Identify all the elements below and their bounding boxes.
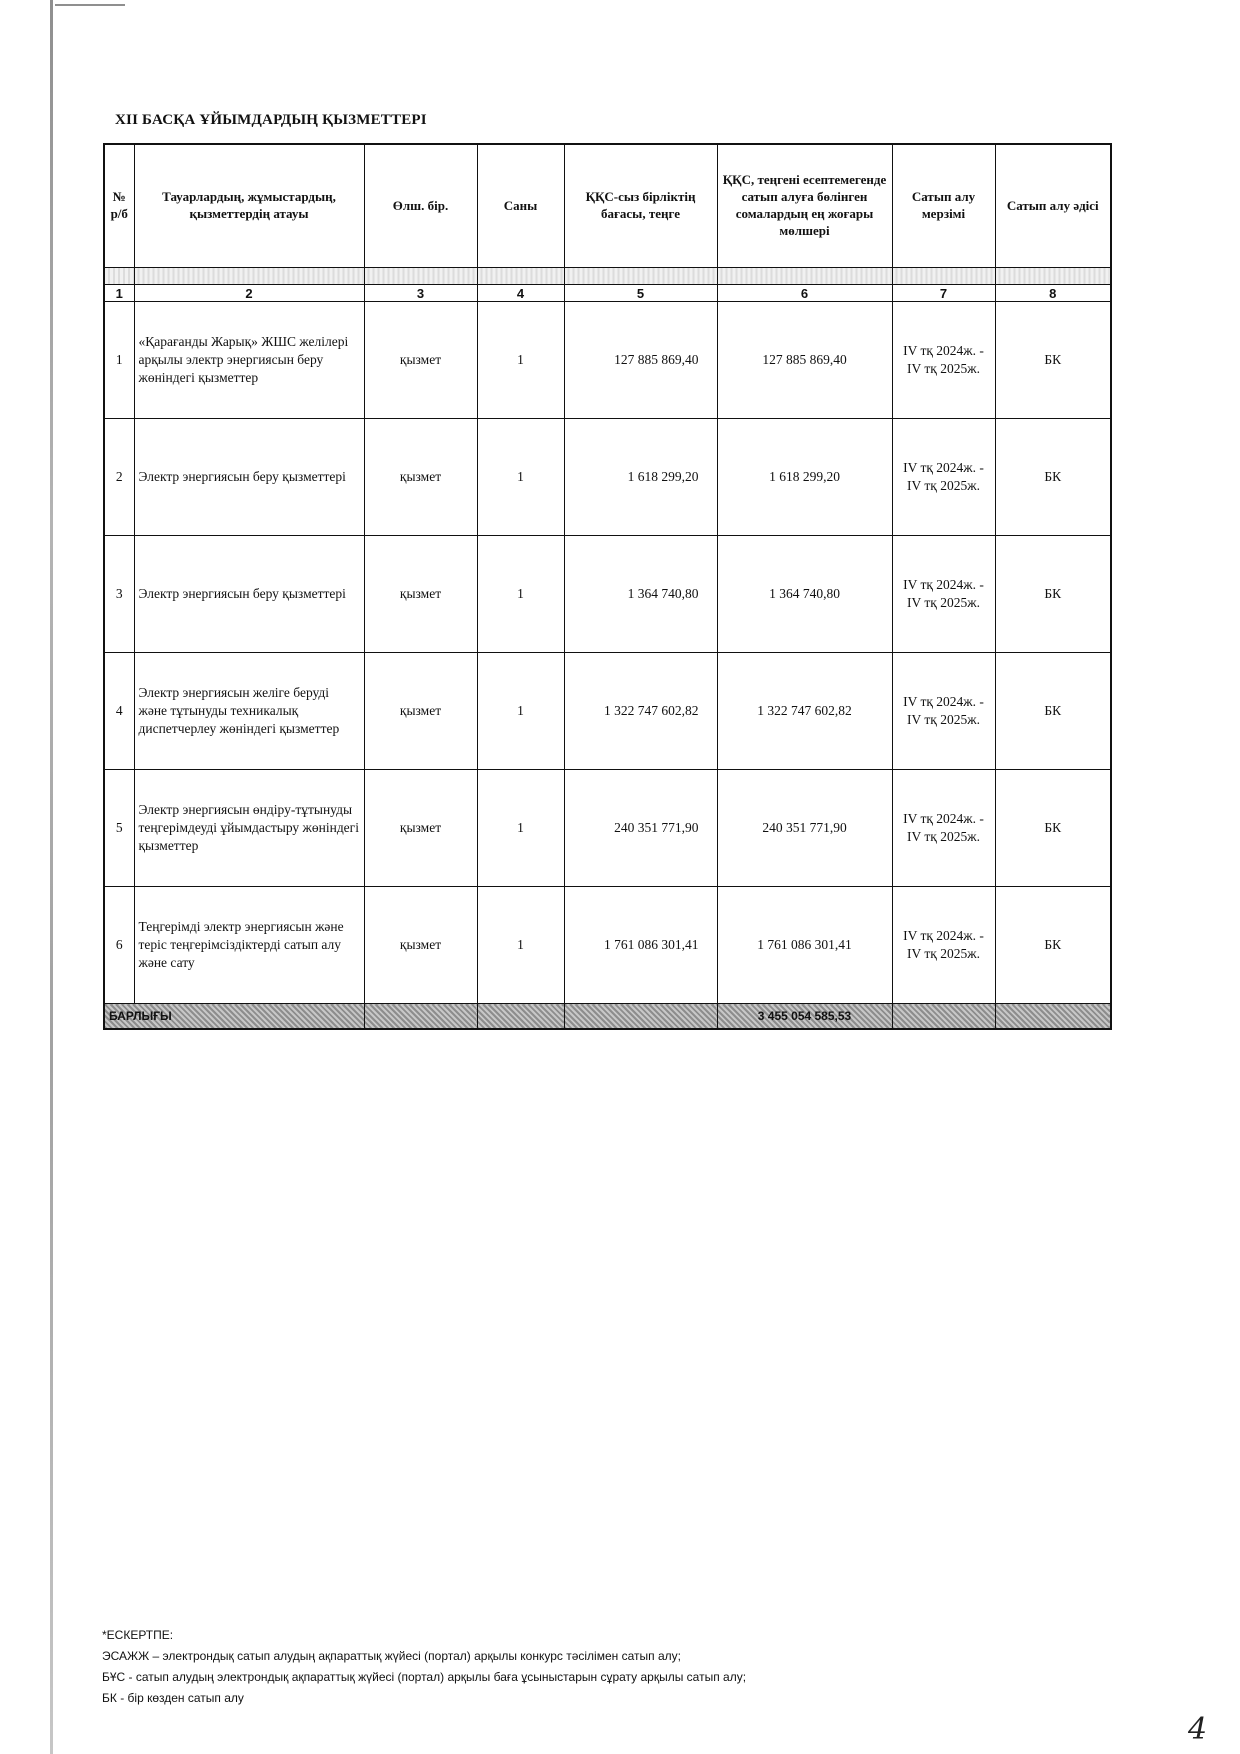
column-number: 2 [134,285,364,302]
unit: қызмет [364,302,477,419]
footnote-line: БК - бір көзден сатып алу [102,1691,244,1705]
procurement-method: БК [995,653,1111,770]
unit-price: 127 885 869,40 [564,302,717,419]
item-name: Теңгерімді электр энергиясын және теріс теңгерімсіздіктерді сатып алу және сату [134,887,364,1004]
total-label: БАРЛЫҒЫ [104,1004,364,1030]
table-row [104,653,1111,770]
scan-edge [50,0,53,1754]
header-cell: Саны [477,144,564,268]
total-sum: 3 455 054 585,53 [717,1004,892,1030]
item-name: Электр энергиясын өндіру-тұтынуды теңгерімдеуді ұйымдастыру жөніндегі қызметтер [134,770,364,887]
quantity: 1 [477,653,564,770]
table-row [104,302,1111,419]
item-name: Электр энергиясын желіге беруді және тұтынуды техникалық диспетчерлеу жөніндегі қызметтер [134,653,364,770]
max-amount: 1 364 740,80 [717,536,892,653]
procurement-method: БК [995,770,1111,887]
unit-price: 1 322 747 602,82 [564,653,717,770]
table-row [104,419,1111,536]
item-name: Электр энергиясын беру қызметтері [134,536,364,653]
table-row [104,536,1111,653]
row-number: 2 [104,419,134,536]
unit: қызмет [364,770,477,887]
procurement-table-wrap [103,143,1112,1030]
header-cell: Тауарлардың, жұмыстардың, қызметтердің атауы [134,144,364,268]
header-cell: Өлш. бір. [364,144,477,268]
unit-price: 240 351 771,90 [564,770,717,887]
quantity: 1 [477,887,564,1004]
column-number: 1 [104,285,134,302]
table-row [104,887,1111,1004]
unit: қызмет [364,536,477,653]
page-number-mark: 4 [1188,1712,1208,1747]
quantity: 1 [477,302,564,419]
header-cell: Сатып алу мерзімі [892,144,995,268]
quantity: 1 [477,536,564,653]
footnote-line: ЭСАЖЖ – электрондық сатып алудың ақпараттық жүйесі (портал) арқылы конкурс тәсілімен сатып алу; [102,1649,681,1663]
quantity: 1 [477,770,564,887]
unit: қызмет [364,419,477,536]
column-number: 7 [892,285,995,302]
max-amount: 1 761 086 301,41 [717,887,892,1004]
procurement-method: БК [995,419,1111,536]
row-number: 6 [104,887,134,1004]
column-number-row [104,285,1111,302]
row-number: 5 [104,770,134,887]
footnote-line: БҰС - сатып алудың электрондық ақпараттық жүйесі (портал) арқылы баға ұсыныстарын сұрату арқылы сатып алу; [102,1670,747,1684]
footnote [102,1625,746,1709]
item-name: Электр энергиясын беру қызметтері [134,419,364,536]
unit-price: 1 761 086 301,41 [564,887,717,1004]
procurement-method: БК [995,536,1111,653]
column-number: 8 [995,285,1111,302]
quantity: 1 [477,419,564,536]
procurement-table [103,143,1112,1030]
column-number: 3 [364,285,477,302]
procurement-term: IV тқ 2024ж. - IV тқ 2025ж. [892,887,995,1004]
procurement-method: БК [995,887,1111,1004]
unit: қызмет [364,887,477,1004]
procurement-term: IV тқ 2024ж. - IV тқ 2025ж. [892,770,995,887]
footnote-title: *ЕСКЕРТПЕ: [102,1628,174,1642]
header-cell: № р/б [104,144,134,268]
scan-edge-top [55,4,125,6]
table-row [104,770,1111,887]
max-amount: 1 322 747 602,82 [717,653,892,770]
unit: қызмет [364,653,477,770]
item-name: «Қарағанды Жарық» ЖШС желілері арқылы электр энергиясын беру жөніндегі қызметтер [134,302,364,419]
column-number: 4 [477,285,564,302]
procurement-term: IV тқ 2024ж. - IV тқ 2025ж. [892,653,995,770]
row-number: 3 [104,536,134,653]
procurement-term: IV тқ 2024ж. - IV тқ 2025ж. [892,536,995,653]
section-title: XII БАСҚА ҰЙЫМДАРДЫҢ ҚЫЗМЕТТЕРІ [115,112,427,128]
max-amount: 127 885 869,40 [717,302,892,419]
max-amount: 1 618 299,20 [717,419,892,536]
procurement-term: IV тқ 2024ж. - IV тқ 2025ж. [892,302,995,419]
procurement-method: БК [995,302,1111,419]
spacer-row [104,268,1111,285]
unit-price: 1 618 299,20 [564,419,717,536]
header-cell: Сатып алу әдісі [995,144,1111,268]
header-cell: ҚҚС-сыз бірліктің бағасы, теңге [564,144,717,268]
procurement-term: IV тқ 2024ж. - IV тқ 2025ж. [892,419,995,536]
column-number: 6 [717,285,892,302]
header-row [104,144,1111,268]
row-number: 4 [104,653,134,770]
column-number: 5 [564,285,717,302]
header-cell: ҚҚС, теңгені есептемегенде сатып алуға бөлінген сомалардың ең жоғары мөлшері [717,144,892,268]
max-amount: 240 351 771,90 [717,770,892,887]
total-row [104,1004,1111,1030]
unit-price: 1 364 740,80 [564,536,717,653]
row-number: 1 [104,302,134,419]
